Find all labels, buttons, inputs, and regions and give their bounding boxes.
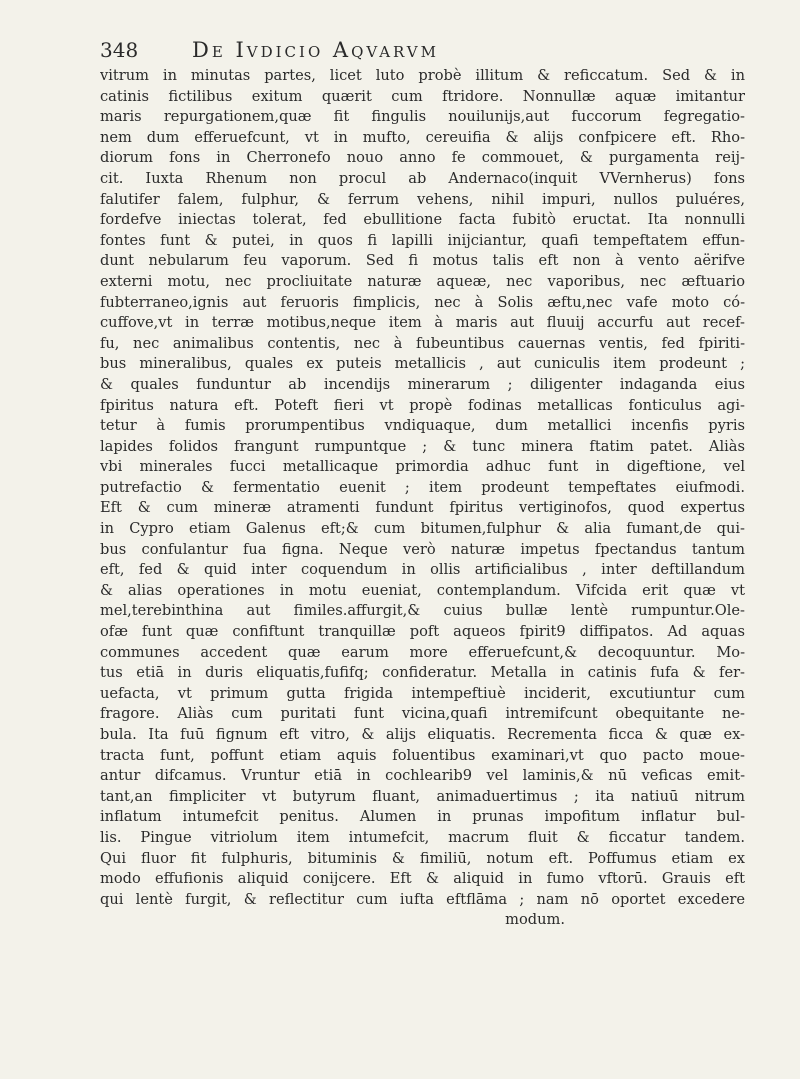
text-line: Qui fluor fit fulphuris, bituminis & fimiliū, notum eft. Poffumus etiam ex	[100, 849, 745, 867]
text-line: & alias operationes in motu eueniat, contemplandum. Vifcida erit quæ vt	[100, 581, 745, 599]
text-line: tracta funt, poffunt etiam aquis foluentibus examinari,vt quo pacto moue-	[100, 746, 745, 764]
text-line: uefacta, vt primum gutta frigida intempeftiuè inciderit, excutiuntur cum	[100, 684, 745, 702]
text-line: diorum fons in Cherronefo nouo anno fe commouet, & purgamenta reij-	[100, 149, 745, 167]
text-line: Eft & cum mineræ atramenti fundunt fpiritus vertiginofos, quod expertus	[100, 499, 745, 517]
text-line: in Cypro etiam Galenus eft;& cum bitumen,fulphur & alia fumant,de qui-	[100, 520, 745, 538]
text-line: inflatum intumefcit penitus. Alumen in prunas impofitum inflatur bul-	[100, 808, 745, 826]
text-line: fubterraneo,ignis aut feruoris fimplicis, nec à Solis æftu,nec vafe moto có-	[100, 293, 745, 311]
body-text	[100, 66, 745, 931]
running-head: De Ivdicio Aqvarvm	[192, 38, 439, 62]
text-line: antur difcamus. Vruntur etiā in cochlearib9 vel laminis,& nū veficas emit-	[100, 767, 745, 785]
text-line: eft, fed & quid inter coquendum in ollis artificialibus , inter deftillandum	[100, 561, 745, 579]
text-line: lapides folidos frangunt rumpuntque ; & tunc minera ftatim patet. Aliàs	[100, 437, 745, 455]
text-line: nem dum efferuefcunt, vt in mufto, cereuifia & alijs confpicere eft. Rho-	[100, 128, 745, 146]
text-line: lis. Pingue vitriolum item intumefcit, macrum fluit & ficcatur tandem.	[100, 828, 745, 846]
text-line: cit. Iuxta Rhenum non procul ab Andernaco(inquit VVernherus) fons	[100, 169, 745, 187]
page-number: 348	[100, 38, 139, 62]
text-line: modum.	[505, 911, 565, 929]
text-line: fordefve iniectas tolerat, fed ebullitione facta fubitò eructat. Ita nonnulli	[100, 211, 745, 229]
text-line: fragore. Aliàs cum puritati funt vicina,quafi intremifcunt obequitante ne-	[100, 705, 745, 723]
text-line: fu, nec animalibus contentis, nec à fubeuntibus cauernas ventis, fed fpiriti-	[100, 334, 745, 352]
text-line: tus etiā in duris eliquatis,fufifq; confideratur. Metalla in catinis fufa & fer-	[100, 664, 745, 682]
text-line: falutifer falem, fulphur, & ferrum vehens, nihil impuri, nullos puluéres,	[100, 190, 745, 208]
text-line: dunt nebularum feu vaporum. Sed fi motus talis eft non à vento aërifve	[100, 252, 745, 270]
text-line: ofæ funt quæ confiftunt tranquillæ poft aqueos fpirit9 diffipatos. Ad aquas	[100, 623, 745, 641]
text-line: maris repurgationem,quæ fit fingulis nouiluniјs,aut fuccorum fegregatio-	[100, 108, 745, 126]
text-line: bula. Ita fuū fignum eft vitro, & alijs eliquatis. Recrementa ficca & quæ ex-	[100, 726, 745, 743]
text-line: fpiritus natura eft. Poteft fieri vt propè fodinas metallicas fonticulus agi-	[100, 396, 745, 414]
text-line: vitrum in minutas partes, licet luto probè illitum & reficcatum. Sed & in	[100, 67, 745, 84]
text-line: vbi minerales fucci metallicaque primordia adhuc funt in digeftione, vel	[100, 458, 745, 476]
text-line: bus confulantur fua figna. Neque verò naturæ impetus fpectandus tantum	[100, 540, 745, 558]
text-line: & quales funduntur ab incendijs minerarum ; diligenter indaganda eius	[100, 375, 745, 393]
text-line: tetur à fumis prorumpentibus vndiquaque, dum metallici incenfis pyris	[100, 417, 745, 435]
text-line: bus mineralibus, quales ex puteis metallicis , aut cuniculis item prodeunt ;	[100, 355, 745, 373]
text-line: mel,terebinthina aut fimiles.affurgit,& cuius bullæ lentè rumpuntur.Ole-	[100, 602, 745, 620]
text-line: catinis fictilibus exitum quærit cum ftridore. Nonnullæ aquæ imitantur	[100, 87, 745, 105]
text-line: qui lentè furgit, & reflectitur cum iufta eftflāma ; nam nō oportet excedere	[100, 890, 745, 908]
text-line: externi motu, nec procliuitate naturæ aqueæ, nec vaporibus, nec æftuario	[100, 272, 745, 290]
text-line: fontes funt & putei, in quos fi lapilli inijciantur, quafi tempeftatem effun-	[100, 231, 745, 249]
text-line: tant,an fimpliciter vt butyrum fluant, animaduertimus ; ita natiuū nitrum	[100, 787, 745, 805]
page-header	[100, 38, 745, 66]
text-line: putrefactio & fermentatio euenit ; item prodeunt tempeftates eiufmodi.	[100, 478, 745, 496]
text-line: communes accedent quæ earum more efferuefcunt,& decoquuntur. Mo-	[100, 643, 745, 661]
text-line: modo effufionis aliquid conijcere. Eft & aliquid in fumo vftorū. Grauis eft	[100, 870, 745, 888]
text-line: cuffove,vt in terræ motibus,neque item à maris aut fluuij accurfu aut recef-	[100, 314, 745, 332]
